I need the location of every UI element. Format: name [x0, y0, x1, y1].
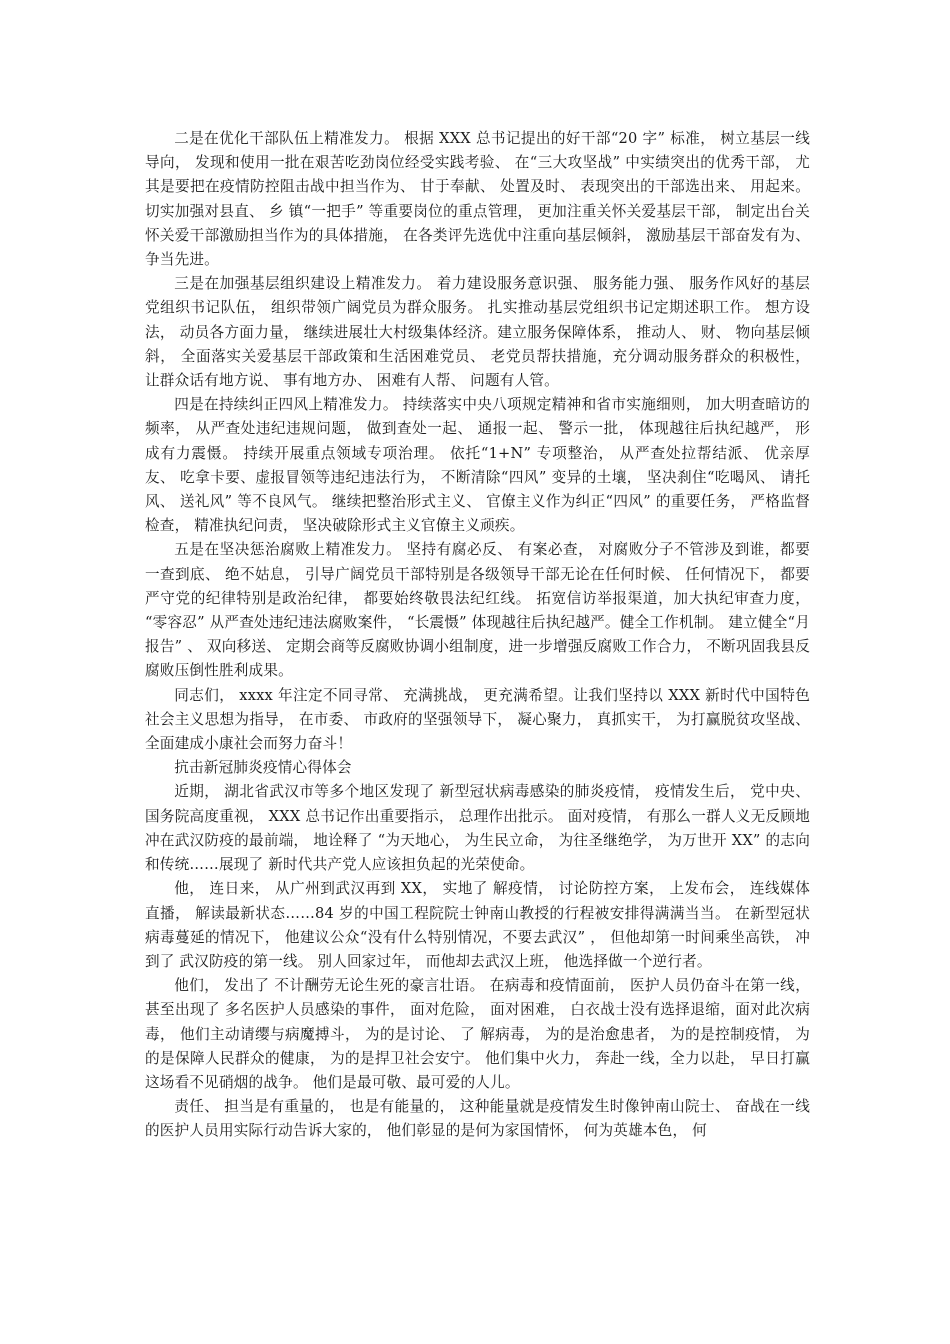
- paragraph-medical-staff: 他们， 发出了 不计酬劳无论生死的豪言壮语。 在病毒和疫情面前， 医护人员仍奋斗在第一线， 甚至出现了 多名医护人员感染的事件， 面对危险， 面对困难， 白衣战士没有选择退缩，面对此次病毒， 他们主动请缨与病魔搏斗， 为的是讨论、 了 解病毒， 为的是治愈患者， 为的是控制疫情， 为的是保障人民群众的健康， 为的是捍卫社会安宁。 他们集中火力， 奔赴一线，全力以赴， 早日打赢这场看不见硝烟的战争。 他们是最可敬、最可爱的人儿。: [145, 977, 810, 1091]
- section-heading: 抗击新冠肺炎疫情心得体会: [174, 759, 352, 777]
- paragraph-grassroots-organization: 三是在加强基层组织建设上精准发力。 着力建设服务意识强、 服务能力强、 服务作风好的基层党组织书记队伍， 组织带领广阔党员为群众服务。 扎实推动基层党组织书记定期述职工作。 想方设法， 动员各方面力量， 继续进展壮大村级集体经济。建立服务保障体系， 推动人、 财、 物向基层倾斜， 全面落实关爱基层干部政策和生活困难党员、 老党员帮扶措施，充分调动服务群众的积极性， 让群众话有地方说、 事有地方办、 困难有人帮、 问题有人管。: [145, 275, 810, 390]
- paragraph-zhong-nanshan: 他， 连日来， 从广州到武汉再到 XX， 实地了 解疫情， 讨论防控方案， 上发布会， 连线媒体直播， 解读最新状态……84 岁的中国工程院院士钟南山教授的行程被安排得满满当当。 在新型冠状病毒蔓延的情况下， 他建议公众“没有什么特别情况，不要去武汉” ， 但他却第一时间乘坐高铁， 冲到了 武汉防疫的第一线。 别人回家过年， 而他却去武汉上班， 他选择做一个逆行者。: [145, 880, 810, 970]
- paragraph-responsibility: 责任、 担当是有重量的， 也是有能量的， 这种能量就是疫情发生时像钟南山院士、 奋战在一线的医护人员用实际行动告诉大家的， 他们彰显的是何为家国情怀， 何为英雄本色， 何: [145, 1098, 810, 1140]
- paragraph-four-winds: 四是在持续纠正四风上精准发力。 持续落实中央八项规定精神和省市实施细则， 加大明查暗访的频率， 从严查处违纪违规问题， 做到查处一起、 通报一起、 警示一批， 体现越往后执纪越严， 形成有力震慑。 持续开展重点领域专项治理。 依托“1+N” 专项整治， 从严查处拉帮结派、 优亲厚友、 吃拿卡要、虚报冒领等违纪违法行为， 不断清除“四风” 变异的土壤， 坚决刹住“吃喝风、 请托风、 送礼风” 等不良风气。 继续把整治形式主义、 官僚主义作为纠正“四风” 的重要任务， 严格监督检查， 精准执纪问责， 坚决破除形式主义官僚主义顽疾。: [145, 396, 810, 535]
- paragraph-anti-corruption: 五是在坚决惩治腐败上精准发力。 坚持有腐必反、 有案必查， 对腐败分子不管涉及到谁，都要一查到底、 绝不姑息， 引导广阔党员干部特别是各级领导干部无论在任何时候、 任何情况下， 都要严守党的纪律特别是政治纪律， 都要始终敬畏法纪红线。 拓宽信访举报渠道，加大执纪审查力度， “零容忍” 从严查处违纪违法腐败案件， “长震慑” 体现越往后执纪越严。健全工作机制。 建立健全“月 报告” 、 双向移送、 定期会商等反腐败协调小组制度，进一步增强反腐败工作合力， 不断巩固我县反腐败压倒性胜利成果。: [145, 541, 810, 680]
- paragraph-cadre-team: 二是在优化干部队伍上精准发力。 根据 XXX 总书记提出的好干部“20 字” 标准， 树立基层一线导向， 发现和使用一批在艰苦吃劲岗位经受实践考验、 在“三大攻坚战” 中实绩突出的优秀干部， 尤其是要把在疫情防控阻击战中担当作为、 甘于奉献、 处置及时、 表现突出的干部选出来、 用起来。 切实加强对县直、 乡 镇“一把手” 等重要岗位的重点管理， 更加注重关怀关爱基层干部， 制定出台关怀关爱干部激励担当作为的具体措施， 在各类评先选优中注重向基层倾斜， 激励基层干部奋发有为、 争当先进。: [145, 130, 810, 269]
- paragraph-closing-remarks: 同志们， xxxx 年注定不同寻常、 充满挑战， 更充满希望。让我们坚持以 XXX 新时代中国特色社会主义思想为指导， 在市委、 市政府的坚强领导下， 凝心聚力， 真抓实干， 为打赢脱贫攻坚战、 全面建成小康社会而努力奋斗！: [145, 686, 810, 753]
- paragraph-epidemic-intro: 近期， 湖北省武汉市等多个地区发现了 新型冠状病毒感染的肺炎疫情， 疫情发生后， 党中央、 国务院高度重视， XXX 总书记作出重要指示， 总理作出批示。 面对疫情， 有那么一群人义无反顾地冲在武汉防疫的最前端， 地诠释了 “为天地心， 为生民立命， 为往圣继绝学， 为万世开 XX” 的志向和传统……展现了 新时代共产党人应该担负起的光荣使命。: [145, 783, 810, 874]
- document-body: [145, 127, 810, 1144]
